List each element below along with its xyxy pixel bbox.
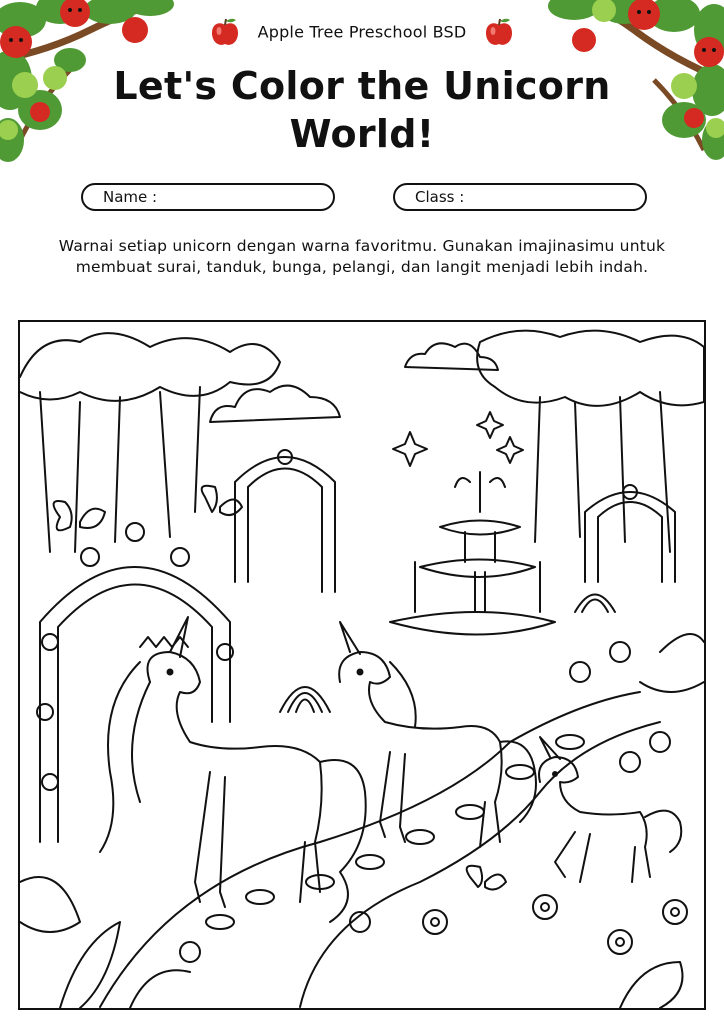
title-line-1: Let's Color the Unicorn	[113, 64, 611, 108]
instructions-line-2: membuat surai, tanduk, bunga, pelangi, dan langit menjadi lebih indah.	[75, 258, 649, 276]
page-title	[0, 62, 724, 158]
class-field[interactable]: Class :	[393, 183, 647, 211]
instructions-line-1: Warnai setiap unicorn dengan warna favoritmu. Gunakan imajinasimu untuk	[58, 237, 666, 255]
name-field[interactable]: Name :	[81, 183, 335, 211]
school-name: Apple Tree Preschool BSD	[257, 22, 467, 42]
apple-icon	[484, 16, 514, 48]
instructions	[30, 236, 694, 278]
school-brand	[0, 16, 724, 48]
apple-icon	[210, 16, 240, 48]
unicorn-coloring-illustration	[18, 320, 706, 1010]
title-line-2: World!	[289, 112, 435, 156]
